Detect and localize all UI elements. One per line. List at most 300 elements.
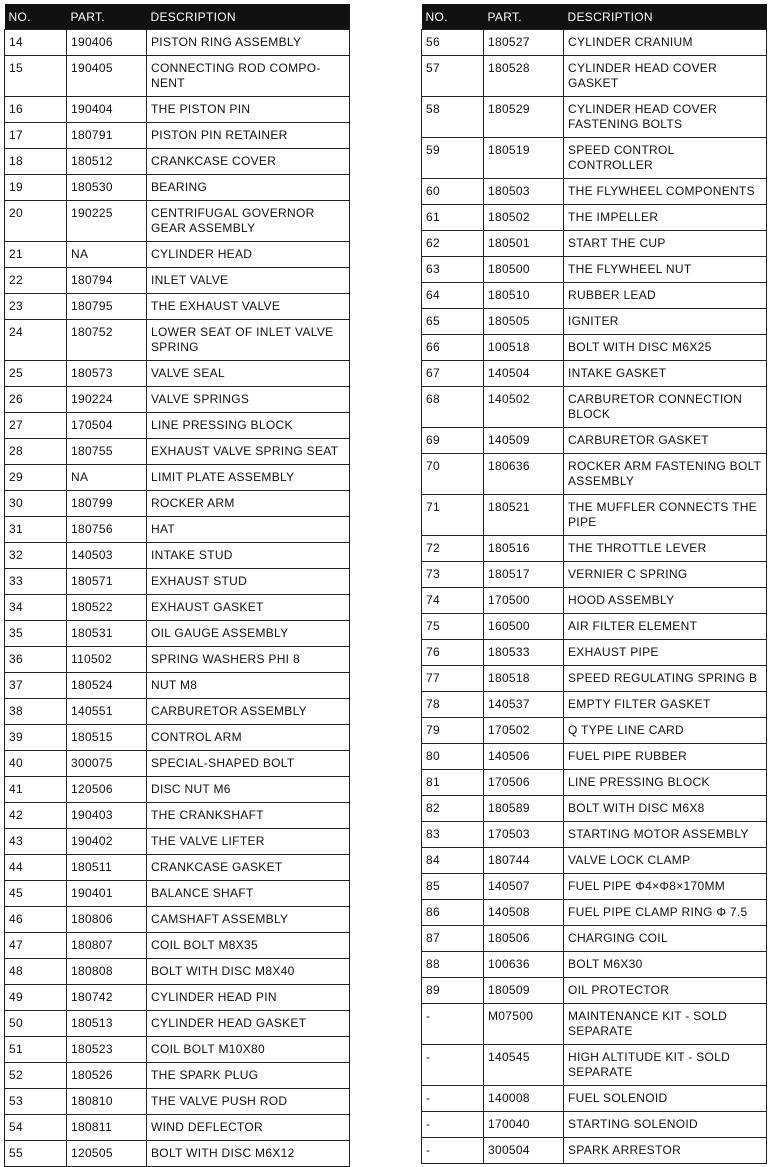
- cell-part-number: 180742: [67, 985, 147, 1011]
- cell-part-number: 100636: [484, 952, 564, 978]
- cell-part-number: 180510: [484, 283, 564, 309]
- cell-description: THE EXHAUST VALVE: [147, 294, 350, 320]
- cell-description: THE CRANKSHAFT: [147, 803, 350, 829]
- cell-description: AIR FILTER ELEMENT: [564, 614, 767, 640]
- cell-part-number: 180517: [484, 562, 564, 588]
- cell-no: 39: [5, 725, 67, 751]
- cell-no: 62: [422, 231, 484, 257]
- table-row: [5, 959, 350, 985]
- cell-part-number: 180807: [67, 933, 147, 959]
- cell-part-number: 140508: [484, 900, 564, 926]
- cell-no: 49: [5, 985, 67, 1011]
- cell-description: CONTROL ARM: [147, 725, 350, 751]
- cell-description: PISTON PIN RETAINER: [147, 123, 350, 149]
- table-row: [5, 491, 350, 517]
- cell-no: 84: [422, 848, 484, 874]
- cell-part-number: 140504: [484, 361, 564, 387]
- cell-no: 36: [5, 647, 67, 673]
- table-row: [422, 640, 767, 666]
- cell-no: 64: [422, 283, 484, 309]
- table-row: [422, 666, 767, 692]
- cell-description: SPARK ARRESTOR: [564, 1138, 767, 1164]
- table-row: [422, 179, 767, 205]
- cell-no: 86: [422, 900, 484, 926]
- table-row: [5, 242, 350, 268]
- cell-description: ROCKER ARM FASTENING BOLT ASSEMBLY: [564, 454, 767, 495]
- cell-no: 37: [5, 673, 67, 699]
- cell-description: CARBURETOR CONNECTION BLOCK: [564, 387, 767, 428]
- cell-description: CRANKCASE GASKET: [147, 855, 350, 881]
- table-row: [422, 536, 767, 562]
- table-row: [422, 744, 767, 770]
- cell-description: VALVE SEAL: [147, 361, 350, 387]
- cell-no: 46: [5, 907, 67, 933]
- table-row: [422, 926, 767, 952]
- table-row: [5, 361, 350, 387]
- table-row: [5, 907, 350, 933]
- table-row: [5, 569, 350, 595]
- cell-description: MAINTENANCE KIT - SOLD SEPARATE: [564, 1004, 767, 1045]
- cell-no: 66: [422, 335, 484, 361]
- table-row: [5, 699, 350, 725]
- cell-description: ROCKER ARM: [147, 491, 350, 517]
- cell-description: EXHAUST GASKET: [147, 595, 350, 621]
- cell-description: CARBURETOR ASSEMBLY: [147, 699, 350, 725]
- cell-part-number: 120506: [67, 777, 147, 803]
- cell-no: 57: [422, 56, 484, 97]
- table-row: [422, 56, 767, 97]
- cell-description: STARTING MOTOR ASSEMBLY: [564, 822, 767, 848]
- cell-description: CYLINDER HEAD GASKET: [147, 1011, 350, 1037]
- table-row: [422, 138, 767, 179]
- table-row: [422, 770, 767, 796]
- cell-part-number: 180506: [484, 926, 564, 952]
- cell-description: Q TYPE LINE CARD: [564, 718, 767, 744]
- cell-no: 21: [5, 242, 67, 268]
- cell-part-number: 180503: [484, 179, 564, 205]
- cell-part-number: NA: [67, 242, 147, 268]
- cell-part-number: 180794: [67, 268, 147, 294]
- cell-no: -: [422, 1138, 484, 1164]
- cell-no: 27: [5, 413, 67, 439]
- cell-description: NUT M8: [147, 673, 350, 699]
- cell-part-number: 180513: [67, 1011, 147, 1037]
- table-row: [422, 1138, 767, 1164]
- cell-no: 83: [422, 822, 484, 848]
- table-row: [5, 175, 350, 201]
- cell-part-number: 180524: [67, 673, 147, 699]
- cell-part-number: 180505: [484, 309, 564, 335]
- cell-no: 61: [422, 205, 484, 231]
- cell-description: EXHAUST STUD: [147, 569, 350, 595]
- cell-no: 85: [422, 874, 484, 900]
- cell-part-number: 170504: [67, 413, 147, 439]
- table-row: [422, 978, 767, 1004]
- cell-description: WIND DEFLECTOR: [147, 1115, 350, 1141]
- cell-no: 28: [5, 439, 67, 465]
- cell-no: 60: [422, 179, 484, 205]
- table-row: [5, 647, 350, 673]
- cell-part-number: 190404: [67, 97, 147, 123]
- cell-part-number: 180791: [67, 123, 147, 149]
- table-row: [5, 30, 350, 56]
- cell-description: CYLINDER HEAD: [147, 242, 350, 268]
- table-row: [5, 751, 350, 777]
- table-row: [422, 562, 767, 588]
- cell-description: PISTON RING ASSEMBLY: [147, 30, 350, 56]
- header-description: DESCRIPTION: [564, 4, 767, 30]
- cell-part-number: 300504: [484, 1138, 564, 1164]
- table-row: [5, 543, 350, 569]
- cell-no: 59: [422, 138, 484, 179]
- cell-description: BOLT WITH DISC M8X40: [147, 959, 350, 985]
- cell-part-number: 140502: [484, 387, 564, 428]
- cell-description: DISC NUT M6: [147, 777, 350, 803]
- table-row: [422, 428, 767, 454]
- table-header-row: [5, 4, 350, 30]
- cell-description: CRANKCASE COVER: [147, 149, 350, 175]
- cell-description: VALVE SPRINGS: [147, 387, 350, 413]
- cell-part-number: 110502: [67, 647, 147, 673]
- cell-description: THE FLYWHEEL COMPONENTS: [564, 179, 767, 205]
- header-no: NO.: [422, 4, 484, 30]
- cell-description: EXHAUST VALVE SPRING SEAT: [147, 439, 350, 465]
- cell-no: 23: [5, 294, 67, 320]
- cell-part-number: 180530: [67, 175, 147, 201]
- cell-description: SPECIAL-SHAPED BOLT: [147, 751, 350, 777]
- cell-description: FUEL PIPE RUBBER: [564, 744, 767, 770]
- parts-table-left: [4, 4, 350, 1167]
- table-row: [422, 361, 767, 387]
- cell-description: THE VALVE LIFTER: [147, 829, 350, 855]
- cell-part-number: 120505: [67, 1141, 147, 1167]
- cell-no: 48: [5, 959, 67, 985]
- cell-description: CYLINDER CRANIUM: [564, 30, 767, 56]
- table-row: [422, 874, 767, 900]
- cell-part-number: 180755: [67, 439, 147, 465]
- cell-no: 34: [5, 595, 67, 621]
- table-row: [422, 387, 767, 428]
- cell-description: CYLINDER HEAD PIN: [147, 985, 350, 1011]
- cell-part-number: 170040: [484, 1112, 564, 1138]
- table-row: [5, 985, 350, 1011]
- table-row: [422, 796, 767, 822]
- table-row: [5, 517, 350, 543]
- cell-description: SPRING WASHERS PHI 8: [147, 647, 350, 673]
- cell-part-number: 180527: [484, 30, 564, 56]
- table-row: [5, 465, 350, 491]
- table-row: [422, 30, 767, 56]
- table-row: [5, 320, 350, 361]
- cell-part-number: 180636: [484, 454, 564, 495]
- cell-no: 50: [5, 1011, 67, 1037]
- cell-description: OIL GAUGE ASSEMBLY: [147, 621, 350, 647]
- cell-no: 19: [5, 175, 67, 201]
- cell-no: 43: [5, 829, 67, 855]
- table-row: [5, 387, 350, 413]
- cell-description: FUEL SOLENOID: [564, 1086, 767, 1112]
- cell-part-number: 180744: [484, 848, 564, 874]
- cell-description: CYLINDER HEAD COVER FASTENING BOLTS: [564, 97, 767, 138]
- cell-part-number: 180511: [67, 855, 147, 881]
- cell-part-number: M07500: [484, 1004, 564, 1045]
- table-row: [5, 855, 350, 881]
- parts-table-right: [421, 4, 767, 1164]
- cell-description: CYLINDER HEAD COVER GASKET: [564, 56, 767, 97]
- table-row: [422, 97, 767, 138]
- cell-description: STARTING SOLENOID: [564, 1112, 767, 1138]
- table-row: [5, 621, 350, 647]
- cell-no: 77: [422, 666, 484, 692]
- header-description: DESCRIPTION: [147, 4, 350, 30]
- cell-description: INLET VALVE: [147, 268, 350, 294]
- cell-part-number: 180589: [484, 796, 564, 822]
- table-row: [422, 614, 767, 640]
- table-row: [5, 97, 350, 123]
- cell-part-number: 180512: [67, 149, 147, 175]
- cell-no: 75: [422, 614, 484, 640]
- cell-part-number: 140506: [484, 744, 564, 770]
- cell-description: VALVE LOCK CLAMP: [564, 848, 767, 874]
- cell-part-number: 140545: [484, 1045, 564, 1086]
- cell-no: 42: [5, 803, 67, 829]
- cell-description: THE IMPELLER: [564, 205, 767, 231]
- table-row: [422, 205, 767, 231]
- cell-part-number: 180502: [484, 205, 564, 231]
- cell-no: 53: [5, 1089, 67, 1115]
- cell-no: 58: [422, 97, 484, 138]
- table-row: [5, 777, 350, 803]
- cell-part-number: 180571: [67, 569, 147, 595]
- cell-description: HAT: [147, 517, 350, 543]
- cell-part-number: 170502: [484, 718, 564, 744]
- cell-description: START THE CUP: [564, 231, 767, 257]
- cell-no: 18: [5, 149, 67, 175]
- cell-no: 78: [422, 692, 484, 718]
- table-row: [422, 692, 767, 718]
- cell-part-number: 180810: [67, 1089, 147, 1115]
- cell-no: 15: [5, 56, 67, 97]
- cell-part-number: 180799: [67, 491, 147, 517]
- cell-no: -: [422, 1004, 484, 1045]
- table-row: [5, 1011, 350, 1037]
- cell-no: 76: [422, 640, 484, 666]
- cell-no: 63: [422, 257, 484, 283]
- header-part: PART.: [67, 4, 147, 30]
- cell-part-number: 160500: [484, 614, 564, 640]
- cell-no: 65: [422, 309, 484, 335]
- cell-description: THE FLYWHEEL NUT: [564, 257, 767, 283]
- parts-table-left-body: [5, 30, 350, 1167]
- cell-part-number: 190403: [67, 803, 147, 829]
- table-row: [422, 822, 767, 848]
- cell-no: 25: [5, 361, 67, 387]
- cell-no: 68: [422, 387, 484, 428]
- table-row: [422, 1004, 767, 1045]
- cell-part-number: 190224: [67, 387, 147, 413]
- cell-no: 88: [422, 952, 484, 978]
- cell-part-number: 170503: [484, 822, 564, 848]
- table-row: [5, 1063, 350, 1089]
- cell-part-number: 170500: [484, 588, 564, 614]
- cell-no: 89: [422, 978, 484, 1004]
- header-part: PART.: [484, 4, 564, 30]
- cell-description: BOLT M6X30: [564, 952, 767, 978]
- cell-part-number: 180523: [67, 1037, 147, 1063]
- cell-no: 29: [5, 465, 67, 491]
- cell-no: 32: [5, 543, 67, 569]
- cell-description: LOWER SEAT OF INLET VALVE SPRING: [147, 320, 350, 361]
- cell-part-number: 180519: [484, 138, 564, 179]
- cell-no: 69: [422, 428, 484, 454]
- cell-part-number: 190406: [67, 30, 147, 56]
- cell-description: HIGH ALTITUDE KIT - SOLD SEPARATE: [564, 1045, 767, 1086]
- cell-no: -: [422, 1086, 484, 1112]
- cell-description: COIL BOLT M10X80: [147, 1037, 350, 1063]
- table-row: [422, 283, 767, 309]
- cell-no: 82: [422, 796, 484, 822]
- cell-no: 40: [5, 751, 67, 777]
- cell-no: 79: [422, 718, 484, 744]
- cell-description: CAMSHAFT ASSEMBLY: [147, 907, 350, 933]
- cell-description: THE VALVE PUSH ROD: [147, 1089, 350, 1115]
- cell-part-number: 180795: [67, 294, 147, 320]
- cell-no: 30: [5, 491, 67, 517]
- cell-description: BOLT WITH DISC M6X12: [147, 1141, 350, 1167]
- table-row: [5, 595, 350, 621]
- cell-description: BOLT WITH DISC M6X25: [564, 335, 767, 361]
- cell-part-number: 140509: [484, 428, 564, 454]
- table-row: [5, 673, 350, 699]
- cell-no: 55: [5, 1141, 67, 1167]
- cell-part-number: 180518: [484, 666, 564, 692]
- cell-description: SPEED CONTROL CONTROLLER: [564, 138, 767, 179]
- table-row: [5, 725, 350, 751]
- cell-no: 51: [5, 1037, 67, 1063]
- parts-table-right-body: [422, 30, 767, 1164]
- cell-description: THE PISTON PIN: [147, 97, 350, 123]
- cell-part-number: NA: [67, 465, 147, 491]
- cell-part-number: 180501: [484, 231, 564, 257]
- table-row: [5, 413, 350, 439]
- cell-part-number: 180529: [484, 97, 564, 138]
- cell-description: BALANCE SHAFT: [147, 881, 350, 907]
- cell-description: BOLT WITH DISC M6X8: [564, 796, 767, 822]
- cell-part-number: 140507: [484, 874, 564, 900]
- cell-description: RUBBER LEAD: [564, 283, 767, 309]
- cell-part-number: 100518: [484, 335, 564, 361]
- table-row: [5, 933, 350, 959]
- cell-no: 33: [5, 569, 67, 595]
- table-row: [5, 201, 350, 242]
- table-row: [422, 718, 767, 744]
- cell-part-number: 180515: [67, 725, 147, 751]
- table-row: [422, 900, 767, 926]
- cell-part-number: 180521: [484, 495, 564, 536]
- table-row: [422, 952, 767, 978]
- cell-no: 73: [422, 562, 484, 588]
- table-row: [422, 848, 767, 874]
- table-row: [5, 268, 350, 294]
- cell-no: 14: [5, 30, 67, 56]
- cell-no: 80: [422, 744, 484, 770]
- cell-part-number: 180808: [67, 959, 147, 985]
- cell-part-number: 180509: [484, 978, 564, 1004]
- cell-description: LINE PRESSING BLOCK: [564, 770, 767, 796]
- table-row: [422, 495, 767, 536]
- cell-description: THE MUFFLER CONNECTS THE PIPE: [564, 495, 767, 536]
- cell-description: CONNECTING ROD COMPO-NENT: [147, 56, 350, 97]
- table-row: [5, 149, 350, 175]
- cell-description: CARBURETOR GASKET: [564, 428, 767, 454]
- table-row: [5, 56, 350, 97]
- cell-part-number: 140503: [67, 543, 147, 569]
- cell-part-number: 180516: [484, 536, 564, 562]
- cell-part-number: 180756: [67, 517, 147, 543]
- cell-part-number: 180806: [67, 907, 147, 933]
- cell-part-number: 180526: [67, 1063, 147, 1089]
- cell-no: 44: [5, 855, 67, 881]
- cell-no: -: [422, 1045, 484, 1086]
- table-row: [422, 231, 767, 257]
- cell-part-number: 190402: [67, 829, 147, 855]
- table-row: [5, 1037, 350, 1063]
- cell-part-number: 180500: [484, 257, 564, 283]
- cell-part-number: 180533: [484, 640, 564, 666]
- cell-no: 47: [5, 933, 67, 959]
- cell-no: 24: [5, 320, 67, 361]
- cell-no: 16: [5, 97, 67, 123]
- table-row: [422, 257, 767, 283]
- cell-no: 74: [422, 588, 484, 614]
- cell-description: THE SPARK PLUG: [147, 1063, 350, 1089]
- cell-no: 87: [422, 926, 484, 952]
- cell-part-number: 180573: [67, 361, 147, 387]
- cell-description: LIMIT PLATE ASSEMBLY: [147, 465, 350, 491]
- cell-no: 20: [5, 201, 67, 242]
- cell-no: 38: [5, 699, 67, 725]
- cell-no: 81: [422, 770, 484, 796]
- cell-part-number: 180528: [484, 56, 564, 97]
- table-row: [5, 1115, 350, 1141]
- cell-part-number: 190401: [67, 881, 147, 907]
- table-row: [422, 1112, 767, 1138]
- cell-no: 71: [422, 495, 484, 536]
- table-row: [422, 1045, 767, 1086]
- cell-description: CENTRIFUGAL GOVERNOR GEAR ASSEMBLY: [147, 201, 350, 242]
- cell-description: EXHAUST PIPE: [564, 640, 767, 666]
- cell-part-number: 140537: [484, 692, 564, 718]
- cell-part-number: 140551: [67, 699, 147, 725]
- cell-part-number: 180522: [67, 595, 147, 621]
- cell-description: THE THROTTLE LEVER: [564, 536, 767, 562]
- cell-description: INTAKE GASKET: [564, 361, 767, 387]
- cell-part-number: 300075: [67, 751, 147, 777]
- cell-no: 31: [5, 517, 67, 543]
- cell-description: FUEL PIPE Φ4×Φ8×170MM: [564, 874, 767, 900]
- table-row: [422, 335, 767, 361]
- cell-description: VERNIER C SPRING: [564, 562, 767, 588]
- cell-description: SPEED REGULATING SPRING B: [564, 666, 767, 692]
- table-row: [5, 803, 350, 829]
- cell-no: 67: [422, 361, 484, 387]
- cell-no: 17: [5, 123, 67, 149]
- cell-description: IGNITER: [564, 309, 767, 335]
- cell-part-number: 180531: [67, 621, 147, 647]
- cell-no: 72: [422, 536, 484, 562]
- cell-part-number: 180811: [67, 1115, 147, 1141]
- cell-description: EMPTY FILTER GASKET: [564, 692, 767, 718]
